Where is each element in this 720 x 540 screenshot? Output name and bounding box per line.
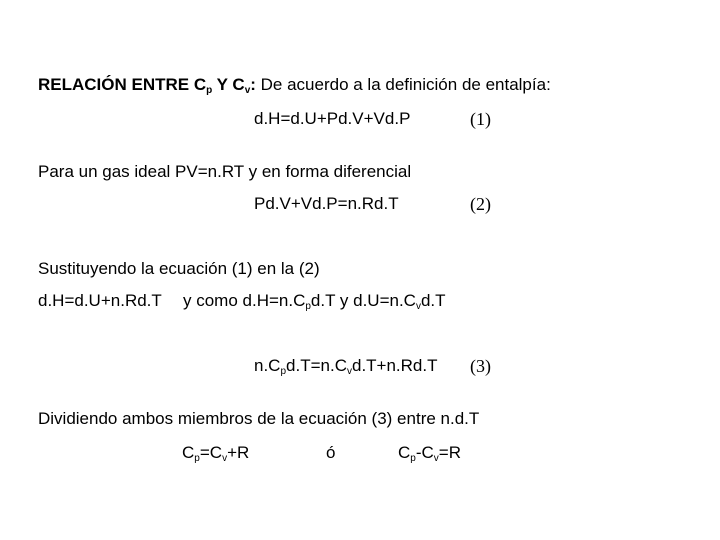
section-heading [38,74,551,96]
heading-intro: De acuerdo a la definición de entalpía: [255,75,551,94]
combined-equation-left: d.H=d.U+n.Rd.T [38,291,162,310]
dividing-text: Dividiendo ambos miembros de la ecuación (3) entre n.d.T [38,409,480,428]
equation-2: Pd.V+Vd.P=n.Rd.T [254,194,399,213]
equation-1: d.H=d.U+Pd.V+Vd.P [254,109,411,128]
heading-title: RELACIÓN ENTRE $C_p$ Y $C_v$: [38,75,256,96]
equation-3-number: (3) [470,356,491,376]
substitution-text: Sustituyendo la ecuación (1) en la (2) [38,259,320,278]
equation-1-number: (1) [470,109,491,129]
equation-3: $n.C_pd.T=n.C_vd.T+n.Rd.T$ [254,356,438,377]
combined-equation-middle: y como $d.H=n.C_pd.T$ y $d.U=n.C_vd.T$ [183,291,446,312]
ideal-gas-text: Para un gas ideal PV=n.RT y en forma diferencial [38,162,412,181]
equation-2-number: (2) [470,194,491,214]
result-right: $C_p-C_v=R$ [398,443,462,464]
result-or: ó [326,443,336,462]
result-left: $C_p=C_v+R$ [182,443,250,464]
